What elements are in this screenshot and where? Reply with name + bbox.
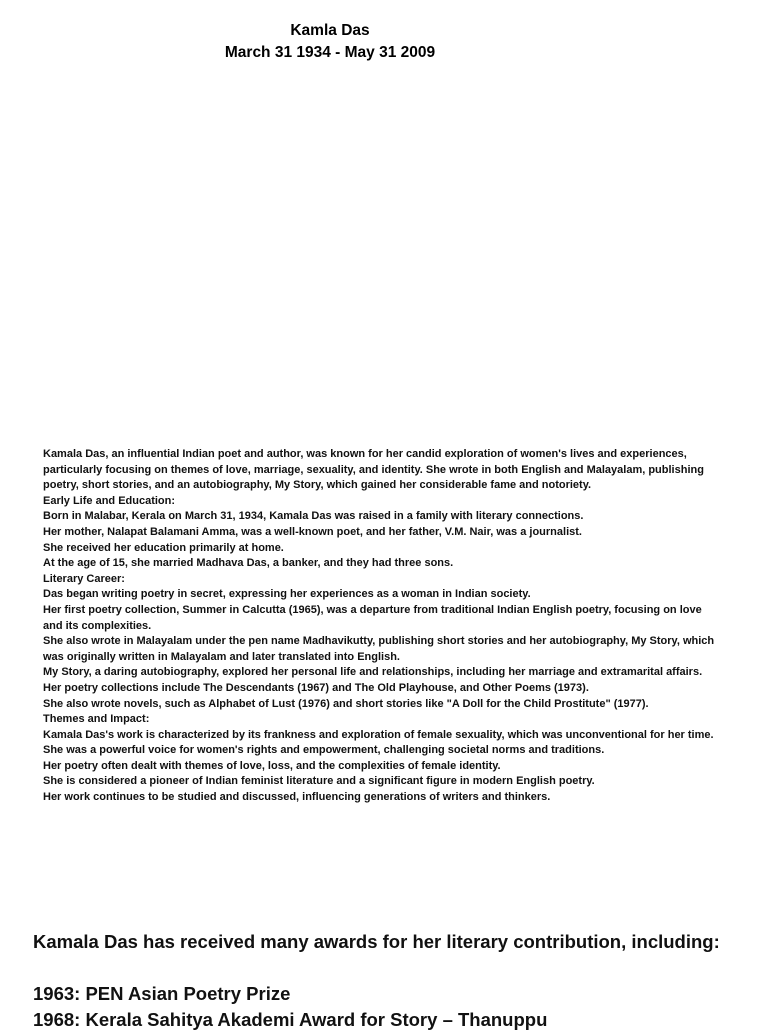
body-line: Her mother, Nalapat Balamani Amma, was a well-known poet, and her father, V.M. Nair, was a journalist. xyxy=(43,525,582,538)
document-header xyxy=(0,20,660,64)
body-line: She was a powerful voice for women's rights and empowerment, challenging societal norms and traditions. xyxy=(43,744,605,757)
author-name: Kamla Das xyxy=(290,22,370,39)
section-heading-early-life: Early Life and Education: xyxy=(43,494,176,507)
body-line: Kamala Das's work is characterized by its frankness and exploration of female sexuality, which was unconventional for her time. xyxy=(43,728,714,741)
section-heading-literary-career: Literary Career: xyxy=(43,572,125,585)
body-line: Das began writing poetry in secret, expressing her experiences as a woman in Indian society. xyxy=(43,588,531,601)
section-heading-themes-impact: Themes and Impact: xyxy=(43,713,150,726)
body-line: My Story, a daring autobiography, explored her personal life and relationships, including her marriage and extramarital affairs. xyxy=(43,666,703,679)
body-line: She also wrote novels, such as Alphabet of Lust (1976) and short stories like "A Doll for the Child Prostitute" (1977). xyxy=(43,697,649,710)
body-line: She is considered a pioneer of Indian feminist literature and a significant figure in modern English poetry. xyxy=(43,775,595,788)
body-line: Her poetry collections include The Descendants (1967) and The Old Playhouse, and Other Poems (1973). xyxy=(43,681,589,694)
body-line: Born in Malabar, Kerala on March 31, 1934, Kamala Das was raised in a family with literary connections. xyxy=(43,510,584,523)
body-line: At the age of 15, she married Madhava Das, a banker, and they had three sons. xyxy=(43,557,454,570)
body-line: Her first poetry collection, Summer in Calcutta (1965), was a departure from traditional Indian English poetry, focusing on love and its complexities. xyxy=(43,603,702,632)
award-item: 1968: Kerala Sahitya Akademi Award for Story – Thanuppu xyxy=(33,1009,548,1030)
body-line: She also wrote in Malayalam under the pen name Madhavikutty, publishing short stories and her autobiography, My Story, which was originally written in Malayalam and later translated into English. xyxy=(43,635,715,663)
awards-intro: Kamala Das has received many awards for her literary contribution, including: xyxy=(33,931,720,952)
biography-text xyxy=(43,447,723,806)
body-line: Her work continues to be studied and discussed, influencing generations of writers and thinkers. xyxy=(43,791,551,804)
author-life-dates: March 31 1934 - May 31 2009 xyxy=(224,44,436,61)
body-line: She received her education primarily at home. xyxy=(43,541,284,554)
awards-section xyxy=(33,929,753,1033)
award-item: 1963: PEN Asian Poetry Prize xyxy=(33,983,291,1004)
body-line: Her poetry often dealt with themes of love, loss, and the complexities of female identity. xyxy=(43,759,501,772)
intro-paragraph: Kamala Das, an influential Indian poet and author, was known for her candid exploration of women's lives and experiences, particularly focusing on themes of love, marriage, sexuality, and identity. She wrote in both English and Malayalam, publishing poetry, short stories, and an autobiography, My Story, which gained her considerable fame and notoriety. xyxy=(43,448,704,492)
